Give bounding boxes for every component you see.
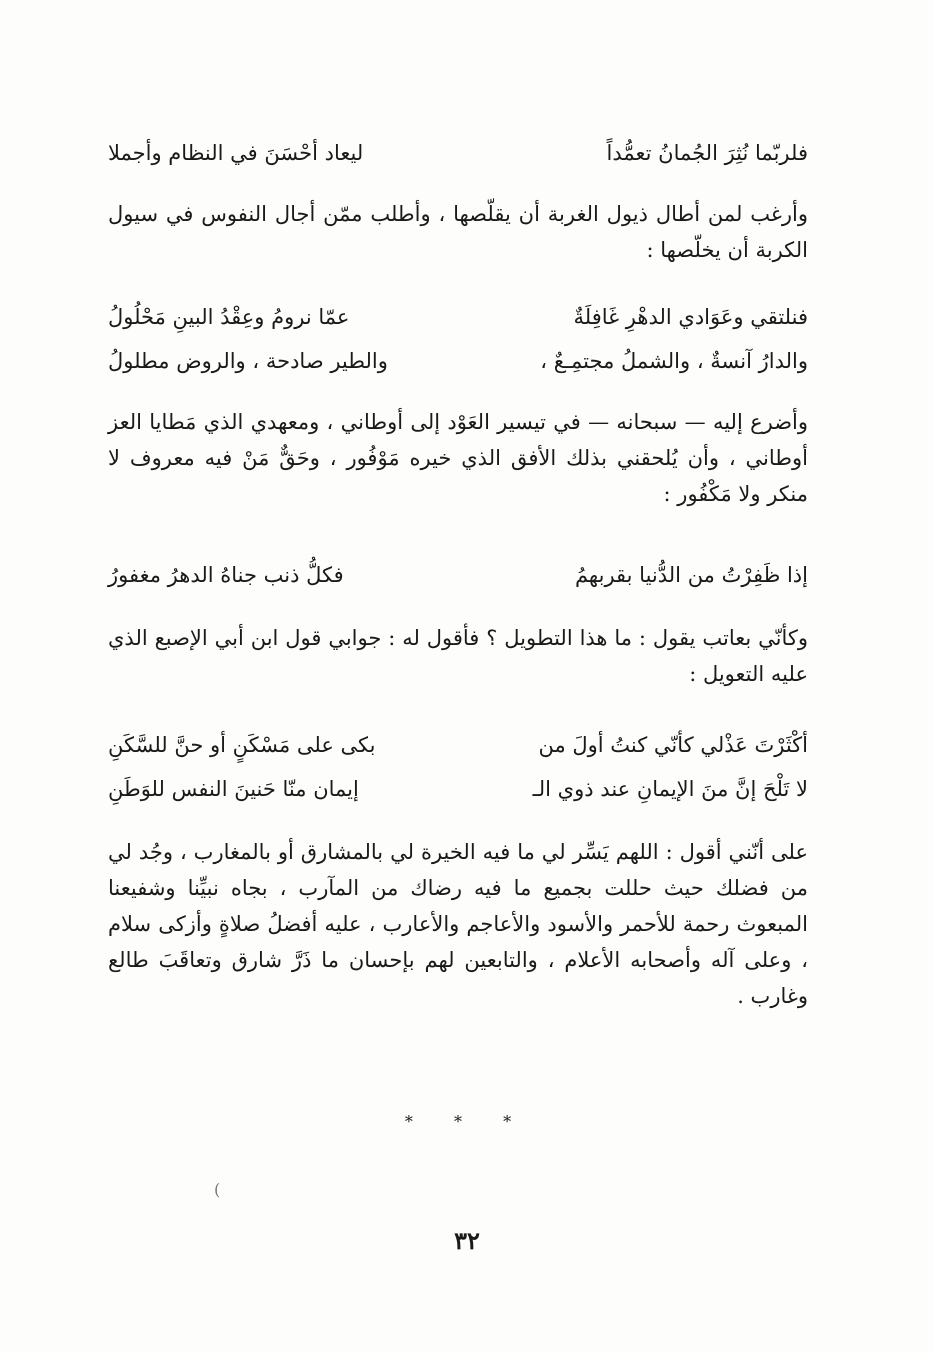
- verse-6: [108, 772, 808, 806]
- verse-3: [108, 344, 808, 378]
- verse-5: [108, 728, 808, 762]
- verse-3-second-hemistich: والطير صادحة ، والروض مطلولُ: [108, 349, 388, 373]
- section-separator: * * *: [404, 1112, 530, 1131]
- verse-2-first-hemistich: فنلتقي وعَوَادي الدهْرِ غَافِلَةٌ: [573, 305, 808, 329]
- paragraph-3: وكأنّي بعاتب يقول : ما هذا التطويل ؟ فأقول له : جوابي قول ابن أبي الإصبع الذي عليه التعويل :: [108, 626, 808, 686]
- verse-5-second-hemistich: بكى على مَسْكَنٍ أو حنَّ للسَّكَنِ: [108, 733, 376, 757]
- paragraph-1: وأرغب لمن أطال ذيول الغربة أن يقلّصها ، وأطلب ممّن أجال النفوس في سيول الكربة أن يخلّصها :: [108, 202, 808, 262]
- verse-4-first-hemistich: إذا ظَفِرْتُ من الدُّنيا بقربهمُ: [574, 563, 808, 587]
- stray-mark: (: [214, 1180, 221, 1199]
- paragraph-2: وأضرع إليه — سبحانه — في تيسير العَوْد إلى أوطاني ، ومعهدي الذي مَطايا العز أوطاني ، وأن يُلحقني بذلك الأفق الذي خيره مَوْفُور ، وحَقٌّ مَنْ فيه معروف لا منكر ولا مَكْفُور :: [108, 410, 808, 506]
- verse-6-first-hemistich: لا تَلْحَ إنَّ منَ الإيمانِ عند ذوي الـ: [532, 777, 808, 801]
- verse-4: [108, 558, 808, 592]
- verse-3-first-hemistich: والدارُ آنسةٌ ، والشملُ مجتمِـعٌ ،: [540, 349, 808, 373]
- verse-1-first-hemistich: فلربّما نُثِرَ الجُمانُ تعمُّداً: [606, 141, 808, 165]
- verse-2: [108, 300, 808, 334]
- verse-1: [108, 136, 808, 170]
- paragraph-4: على أنّني أقول : اللهم يَسِّر لي ما فيه الخيرة لي بالمشارق أو بالمغارب ، وجُد لي من فضلك حيث حللت بجميع ما فيه رضاك من المآرب ، بجاه نبيِّنا وشفيعنا المبعوث رحمة للأحمر والأسود والأعاجم والأعارب ، عليه أفضلُ صلاةٍ وأزكى سلام ، وعلى آله وأصحابه الأعلام ، والتابعين لهم بإحسان ما ذَرَّ شارق وتعاقَبَ طالع وغارب .: [108, 840, 808, 1008]
- verse-6-second-hemistich: إيمان منّا حَنينَ النفس للوَطَنِ: [108, 777, 359, 801]
- verse-4-second-hemistich: فكلُّ ذنب جناهُ الدهرُ مغفورُ: [108, 563, 344, 587]
- verse-5-first-hemistich: أكْثَرْتَ عَذْلي كأنّي كنتُ أولَ من: [538, 733, 808, 757]
- verse-2-second-hemistich: عمّا نرومُ وعِقْدُ البينِ مَحْلُولُ: [108, 305, 350, 329]
- verse-1-second-hemistich: ليعاد أحْسَنَ في النظام وأجملا: [108, 141, 364, 165]
- page-number: ٣٢: [454, 1226, 480, 1255]
